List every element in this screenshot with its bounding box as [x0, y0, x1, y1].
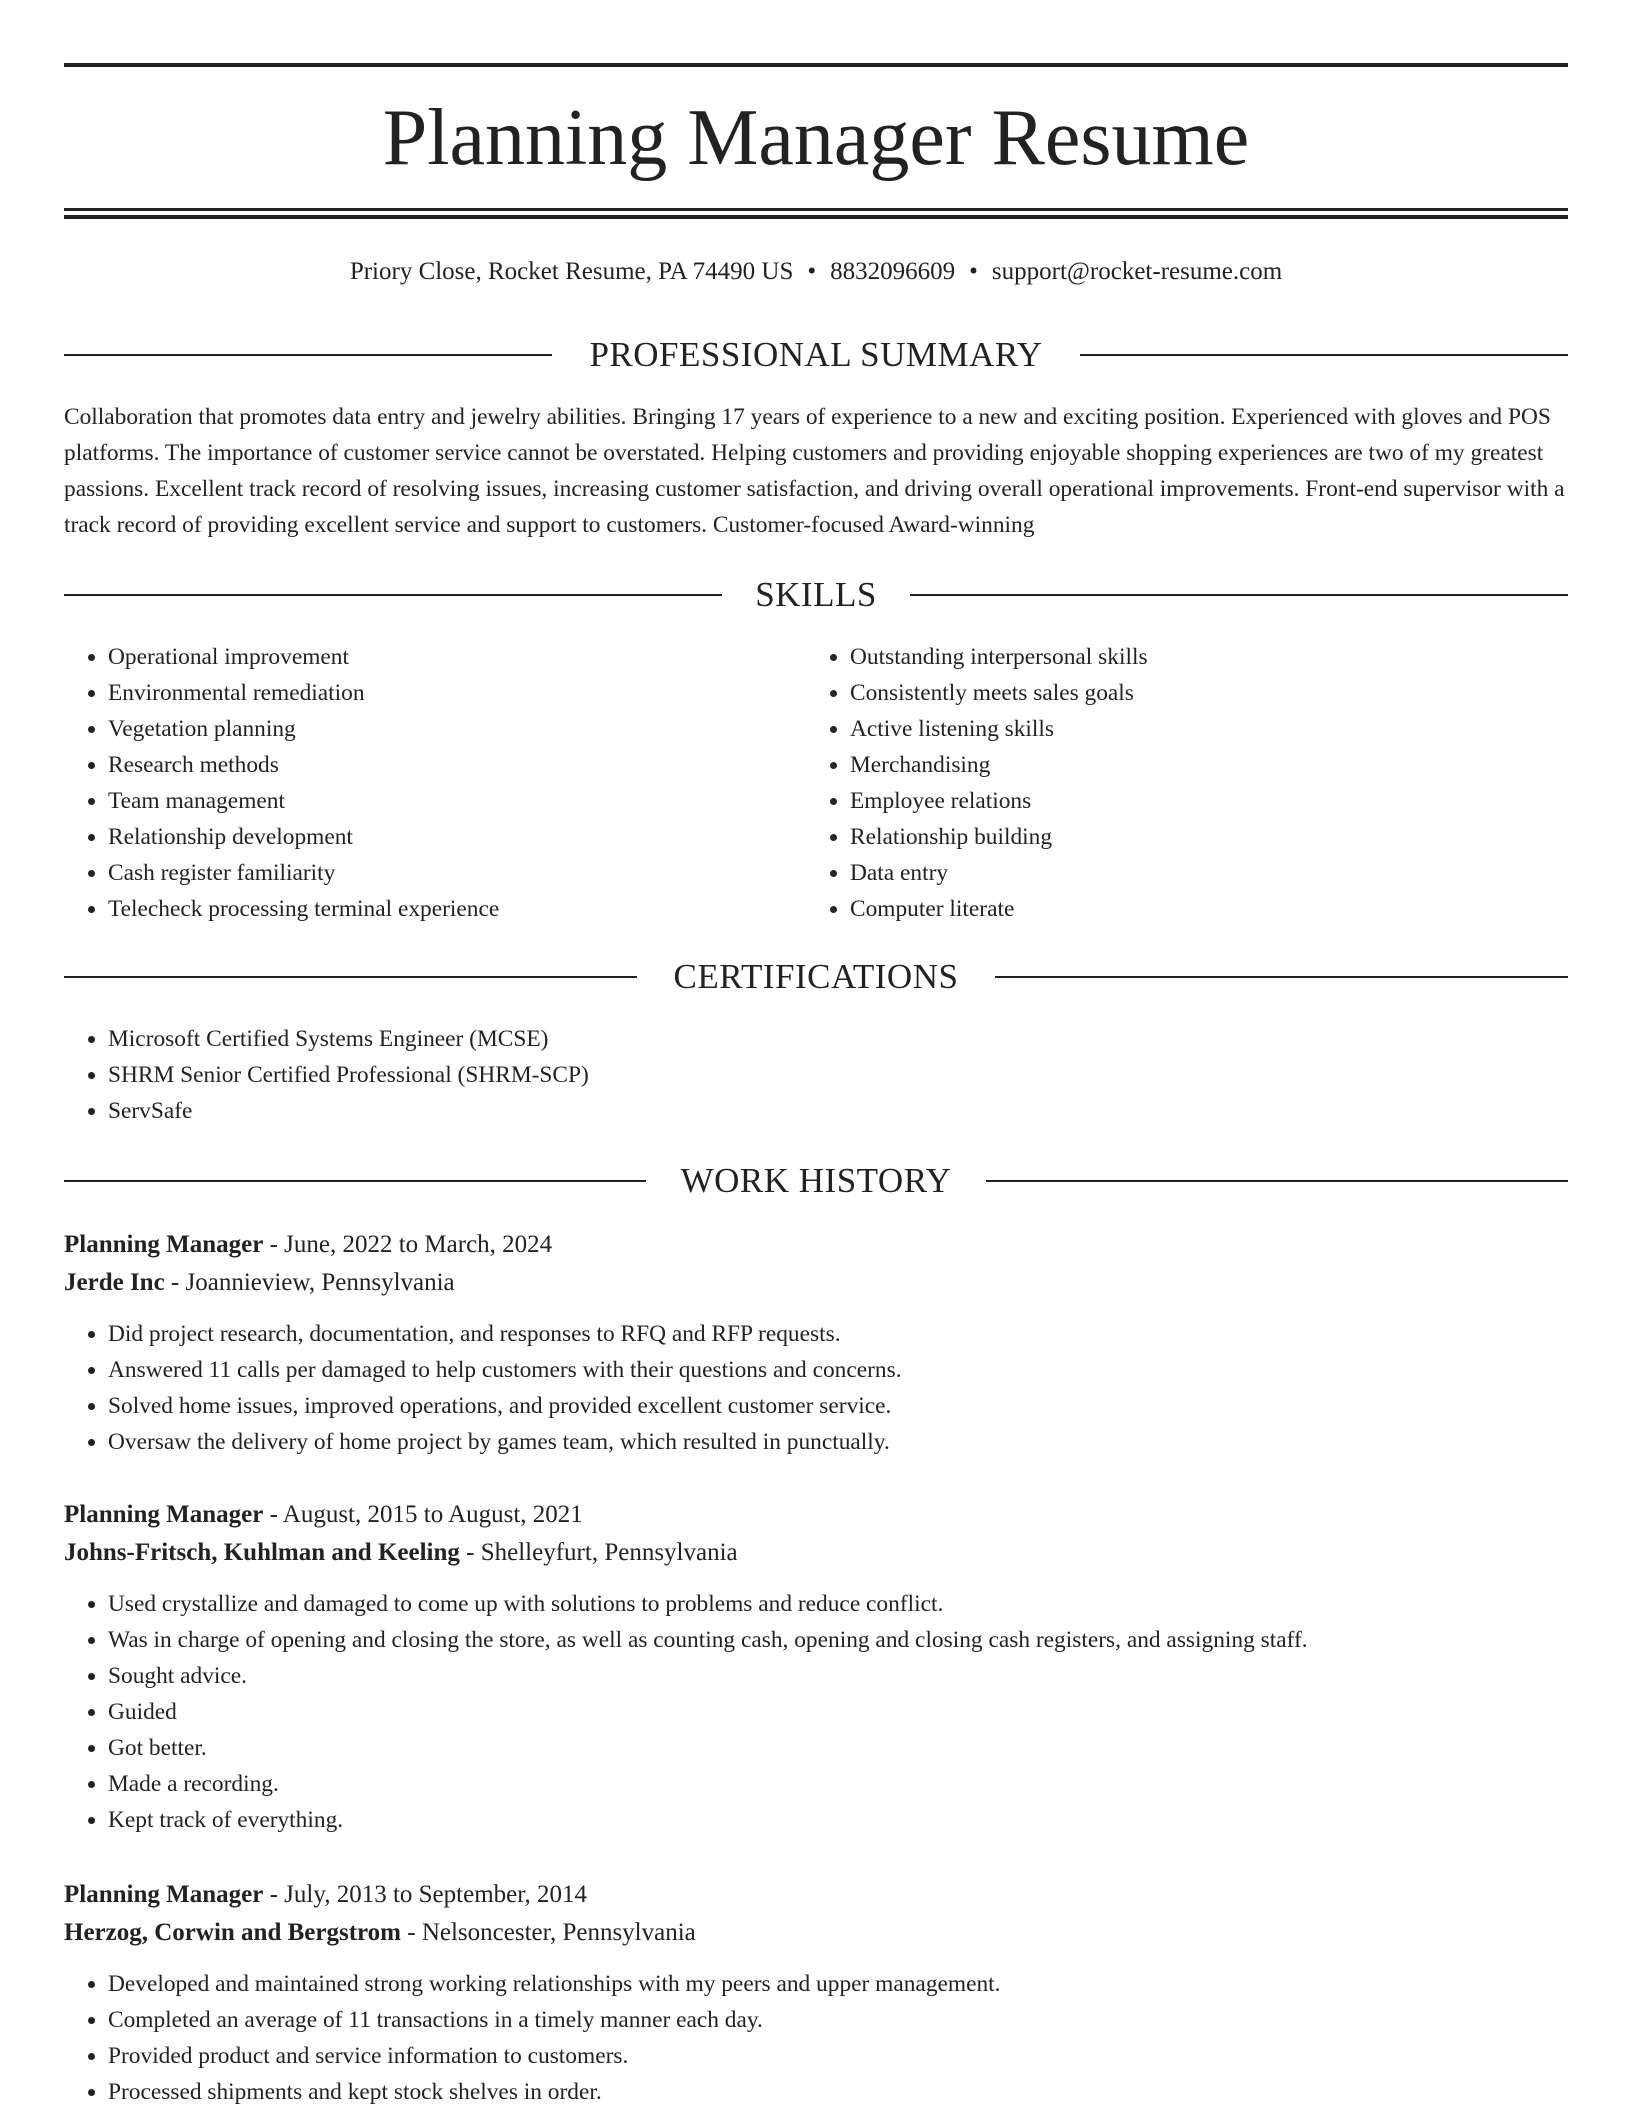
job-duty: • Provided product and service information to customers. — [108, 2038, 1568, 2074]
skills-list-right — [806, 639, 1568, 927]
skill-item: • Computer literate — [850, 891, 1568, 927]
skill-item: • Operational improvement — [108, 639, 806, 675]
job-entry — [64, 1496, 1568, 1838]
job-duty: • Did project research, documentation, and responses to RFQ and RFP requests. — [108, 1316, 1568, 1352]
job-duty: • Answered 11 calls per damaged to help customers with their questions and concerns. — [108, 1352, 1568, 1388]
job-duty: • Was in charge of opening and closing the store, as well as counting cash, opening and closing cash registers, and assigning staff. — [108, 1622, 1568, 1658]
section-header-summary — [64, 333, 1568, 377]
certification-item: • Microsoft Certified Systems Engineer (MCSE) — [108, 1021, 589, 1057]
certifications-list — [64, 1021, 589, 1129]
job-title-line — [64, 1496, 1568, 1534]
job-entry — [64, 1226, 1568, 1460]
skills-column-left — [64, 639, 806, 927]
skills-list-left — [64, 639, 806, 927]
section-title-work-history: WORK HISTORY — [680, 1161, 952, 1200]
section-rule-right — [1080, 354, 1568, 356]
job-duty: • Got better. — [108, 1730, 1568, 1766]
job-title: Planning Manager — [64, 1501, 264, 1528]
job-title: Planning Manager — [64, 1881, 264, 1908]
skills-column-right — [806, 639, 1568, 927]
job-location: - Joannieview, Pennsylvania — [164, 1269, 455, 1296]
job-dates: - July, 2013 to September, 2014 — [263, 1881, 588, 1908]
title-double-rule — [64, 208, 1568, 219]
job-duty: • Sought advice. — [108, 1658, 1568, 1694]
skill-item: • Telecheck processing terminal experience — [108, 891, 806, 927]
skill-item: • Merchandising — [850, 747, 1568, 783]
contact-phone: 8832096609 — [830, 258, 956, 285]
section-header-work-history — [64, 1159, 1568, 1203]
skill-item: • Consistently meets sales goals — [850, 675, 1568, 711]
contact-separator: • — [807, 258, 817, 285]
job-company-line — [64, 1534, 1568, 1572]
contact-email: support@rocket-resume.com — [991, 258, 1283, 285]
skill-item: • Employee relations — [850, 783, 1568, 819]
section-rule-right — [910, 594, 1568, 596]
skill-item: • Relationship development — [108, 819, 806, 855]
job-duty: • Completed an average of 11 transactions in a timely manner each day. — [108, 2002, 1568, 2038]
section-rule-right — [986, 1180, 1568, 1182]
contact-address: Priory Close, Rocket Resume, PA 74490 US — [349, 258, 794, 285]
skill-item: • Team management — [108, 783, 806, 819]
section-rule-right — [995, 976, 1568, 978]
job-dates: - August, 2015 to August, 2021 — [263, 1501, 583, 1528]
job-duties-list — [64, 1966, 1568, 2110]
certification-item: • ServSafe — [108, 1093, 589, 1129]
job-duty: • Guided — [108, 1694, 1568, 1730]
job-duty: • Oversaw the delivery of home project by games team, which resulted in punctually. — [108, 1424, 1568, 1460]
job-company-line — [64, 1914, 1568, 1952]
job-duties-list — [64, 1316, 1568, 1460]
skill-item: • Cash register familiarity — [108, 855, 806, 891]
job-title-line — [64, 1226, 1568, 1264]
job-company: Jerde Inc — [64, 1269, 165, 1296]
job-duty: • Kept track of everything. — [108, 1802, 1568, 1838]
skill-item: • Relationship building — [850, 819, 1568, 855]
job-company-line — [64, 1264, 1568, 1302]
certifications-list-container — [64, 1021, 589, 1129]
skill-item: • Environmental remediation — [108, 675, 806, 711]
skill-item: • Data entry — [850, 855, 1568, 891]
skill-item: • Active listening skills — [850, 711, 1568, 747]
skill-item: • Research methods — [108, 747, 806, 783]
job-title-line — [64, 1876, 1568, 1914]
contact-line — [64, 254, 1568, 290]
page-title: Planning Manager Resume — [382, 94, 1250, 182]
skill-item: • Vegetation planning — [108, 711, 806, 747]
skill-item: • Outstanding interpersonal skills — [850, 639, 1568, 675]
job-company: Herzog, Corwin and Bergstrom — [64, 1919, 401, 1946]
certification-item: • SHRM Senior Certified Professional (SHRM-SCP) — [108, 1057, 589, 1093]
section-header-skills — [64, 573, 1568, 617]
job-duty: • Used crystallize and damaged to come up with solutions to problems and reduce conflict. — [108, 1586, 1568, 1622]
job-duty: • Developed and maintained strong working relationships with my peers and upper management. — [108, 1966, 1568, 2002]
job-company: Johns-Fritsch, Kuhlman and Keeling — [64, 1539, 460, 1566]
job-title: Planning Manager — [64, 1231, 264, 1258]
job-location: - Nelsoncester, Pennsylvania — [401, 1919, 696, 1946]
summary-text: Collaboration that promotes data entry and jewelry abilities. Bringing 17 years of experience to a new and exciting position. Experienced with gloves and POS platforms. The importance of customer service cannot be overstated. Helping customers and providing enjoyable shopping experiences are two of my greatest passions. Excellent track record of resolving issues, increasing customer satisfaction, and driving overall operational improvements. Front-end supervisor with a track record of providing excellent service and support to customers. Customer-focused Award-winning — [64, 404, 1565, 538]
job-duty: • Made a recording. — [108, 1766, 1568, 1802]
job-duties-list — [64, 1586, 1568, 1838]
top-rule — [64, 63, 1568, 67]
job-duty: • Solved home issues, improved operations, and provided excellent customer service. — [108, 1388, 1568, 1424]
section-title-skills: SKILLS — [755, 575, 877, 614]
contact-separator: • — [969, 258, 978, 285]
job-location: - Shelleyfurt, Pennsylvania — [459, 1539, 738, 1566]
job-duty: • Processed shipments and kept stock shelves in order. — [108, 2074, 1568, 2110]
section-title-certifications: CERTIFICATIONS — [673, 957, 959, 996]
job-entry — [64, 1876, 1568, 2110]
section-title-summary: PROFESSIONAL SUMMARY — [589, 335, 1043, 374]
job-dates: - June, 2022 to March, 2024 — [263, 1231, 553, 1258]
section-header-certifications — [64, 955, 1568, 999]
